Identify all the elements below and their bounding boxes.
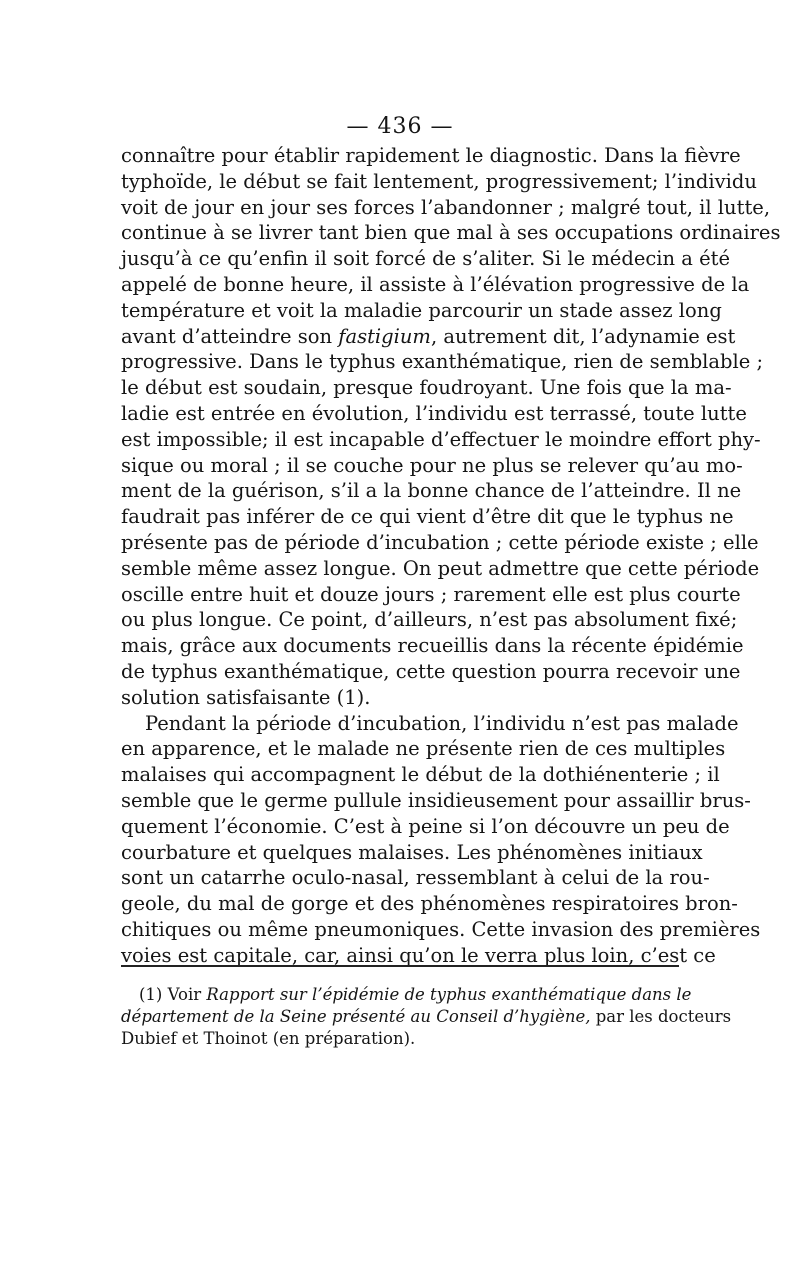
footnote xyxy=(121,984,732,1050)
text-segment: en apparence, et le malade ne présente rien de ces multiples xyxy=(121,737,726,761)
body-line xyxy=(121,711,739,737)
text-segment: continue à se livrer tant bien que mal à ses occupations ordinaires xyxy=(121,221,781,245)
text-segment: typhoïde, le début se fait lentement, progressivement; l’individu xyxy=(121,169,757,193)
body-line xyxy=(121,788,751,814)
body-line xyxy=(121,556,760,582)
body-line xyxy=(121,427,761,453)
text-segment: le début est soudain, presque foudroyant. Une fois que la ma- xyxy=(121,376,732,400)
footnote-line xyxy=(121,984,692,1006)
text-segment: (1) Voir xyxy=(139,985,207,1004)
text-segment: sique ou moral ; il se couche pour ne plus se relever qu’au mo- xyxy=(121,453,743,477)
text-segment: faudrait pas inférer de ce qui vient d’être dit que le typhus ne xyxy=(121,505,734,529)
text-segment: malaises qui accompagnent le début de la dothiénenterie ; il xyxy=(121,763,720,787)
text-segment: semble que le germe pullule insidieusement pour assaillir brus- xyxy=(121,788,751,812)
footnote-line xyxy=(121,1028,679,1050)
text-segment: Pendant la période d’incubation, l’individu n’est pas malade xyxy=(145,711,739,735)
text-segment: chitiques ou même pneumoniques. Cette invasion des premières xyxy=(121,917,761,941)
text-segment: ou plus longue. Ce point, d’ailleurs, n’est pas absolument fixé; xyxy=(121,608,738,632)
body-line xyxy=(121,607,738,633)
text-segment: solution satisfaisante (1). xyxy=(121,685,371,709)
body-line xyxy=(121,195,771,221)
body-line xyxy=(121,298,722,324)
text-segment: connaître pour établir rapidement le diagnostic. Dans la fièvre xyxy=(121,144,741,167)
text-segment: voies est capitale, car, ainsi qu’on le verra plus loin, c’est ce xyxy=(121,943,716,967)
text-segment: jusqu’à ce qu’enfin il soit forcé de s’aliter. Si le médecin a été xyxy=(121,247,731,271)
body-line xyxy=(121,582,741,608)
italic-text: département de la Seine présenté au Conseil d’hygiène, xyxy=(121,1007,591,1026)
italic-text: Rapport sur l’épidémie de typhus exanthématique dans le xyxy=(206,985,692,1004)
text-segment: est impossible; il est incapable d’effectuer le moindre effort phy- xyxy=(121,427,761,451)
text-segment: de typhus exanthématique, cette question pourra recevoir une xyxy=(121,659,741,683)
body-line xyxy=(121,530,759,556)
body-line xyxy=(121,762,720,788)
text-segment: voit de jour en jour ses forces l’abandonner ; malgré tout, il lutte, xyxy=(121,195,771,219)
body-line xyxy=(121,272,750,298)
body-line xyxy=(121,736,726,762)
text-segment: appelé de bonne heure, il assiste à l’élévation progressive de la xyxy=(121,272,750,296)
text-segment: oscille entre huit et douze jours ; rarement elle est plus courte xyxy=(121,582,741,606)
text-segment: courbature et quelques malaises. Les phénomènes initiaux xyxy=(121,840,703,864)
body-line xyxy=(121,891,738,917)
text-segment: température et voit la maladie parcourir un stade assez long xyxy=(121,298,722,322)
body-line xyxy=(121,633,744,659)
body-line xyxy=(121,814,730,840)
footnote-divider xyxy=(121,965,679,967)
footnote-line xyxy=(121,1006,732,1028)
text-segment: ment de la guérison, s’il a la bonne chance de l’atteindre. Il ne xyxy=(121,479,742,503)
text-segment: sont un catarrhe oculo-nasal, ressemblant à celui de la rou- xyxy=(121,866,710,890)
text-segment: , autrement dit, l’adynamie est xyxy=(430,324,736,348)
body-line xyxy=(121,349,764,375)
text-segment: progressive. Dans le typhus exanthématique, rien de semblable ; xyxy=(121,350,764,374)
page-number: — 436 — xyxy=(346,114,454,139)
body-line xyxy=(121,143,741,169)
italic-text: fastigium xyxy=(338,324,431,348)
body-line xyxy=(121,917,761,943)
body-line xyxy=(121,401,747,427)
text-segment: ladie est entrée en évolution, l’individu est terrassé, toute lutte xyxy=(121,401,747,425)
body-line xyxy=(121,478,742,504)
body-text xyxy=(121,143,781,969)
body-line xyxy=(121,865,710,891)
text-segment: mais, grâce aux documents recueillis dans la récente épidémie xyxy=(121,634,744,658)
text-segment: avant d’atteindre son xyxy=(121,324,339,348)
body-line xyxy=(121,246,731,272)
text-segment: semble même assez longue. On peut admettre que cette période xyxy=(121,556,760,580)
body-line xyxy=(121,169,757,195)
body-line xyxy=(121,659,741,685)
text-segment: présente pas de période d’incubation ; cette période existe ; elle xyxy=(121,530,759,554)
text-segment: Dubief et Thoinot (en préparation). xyxy=(121,1029,416,1048)
body-line xyxy=(121,220,781,246)
body-line xyxy=(121,685,679,711)
body-line xyxy=(121,453,743,479)
text-segment: par les docteurs xyxy=(590,1007,732,1026)
body-line xyxy=(121,324,736,350)
body-line xyxy=(121,504,734,530)
text-segment: geole, du mal de gorge et des phénomènes respiratoires bron- xyxy=(121,892,738,916)
text-segment: quement l’économie. C’est à peine si l’on découvre un peu de xyxy=(121,814,730,838)
body-line xyxy=(121,375,732,401)
body-line xyxy=(121,840,703,866)
